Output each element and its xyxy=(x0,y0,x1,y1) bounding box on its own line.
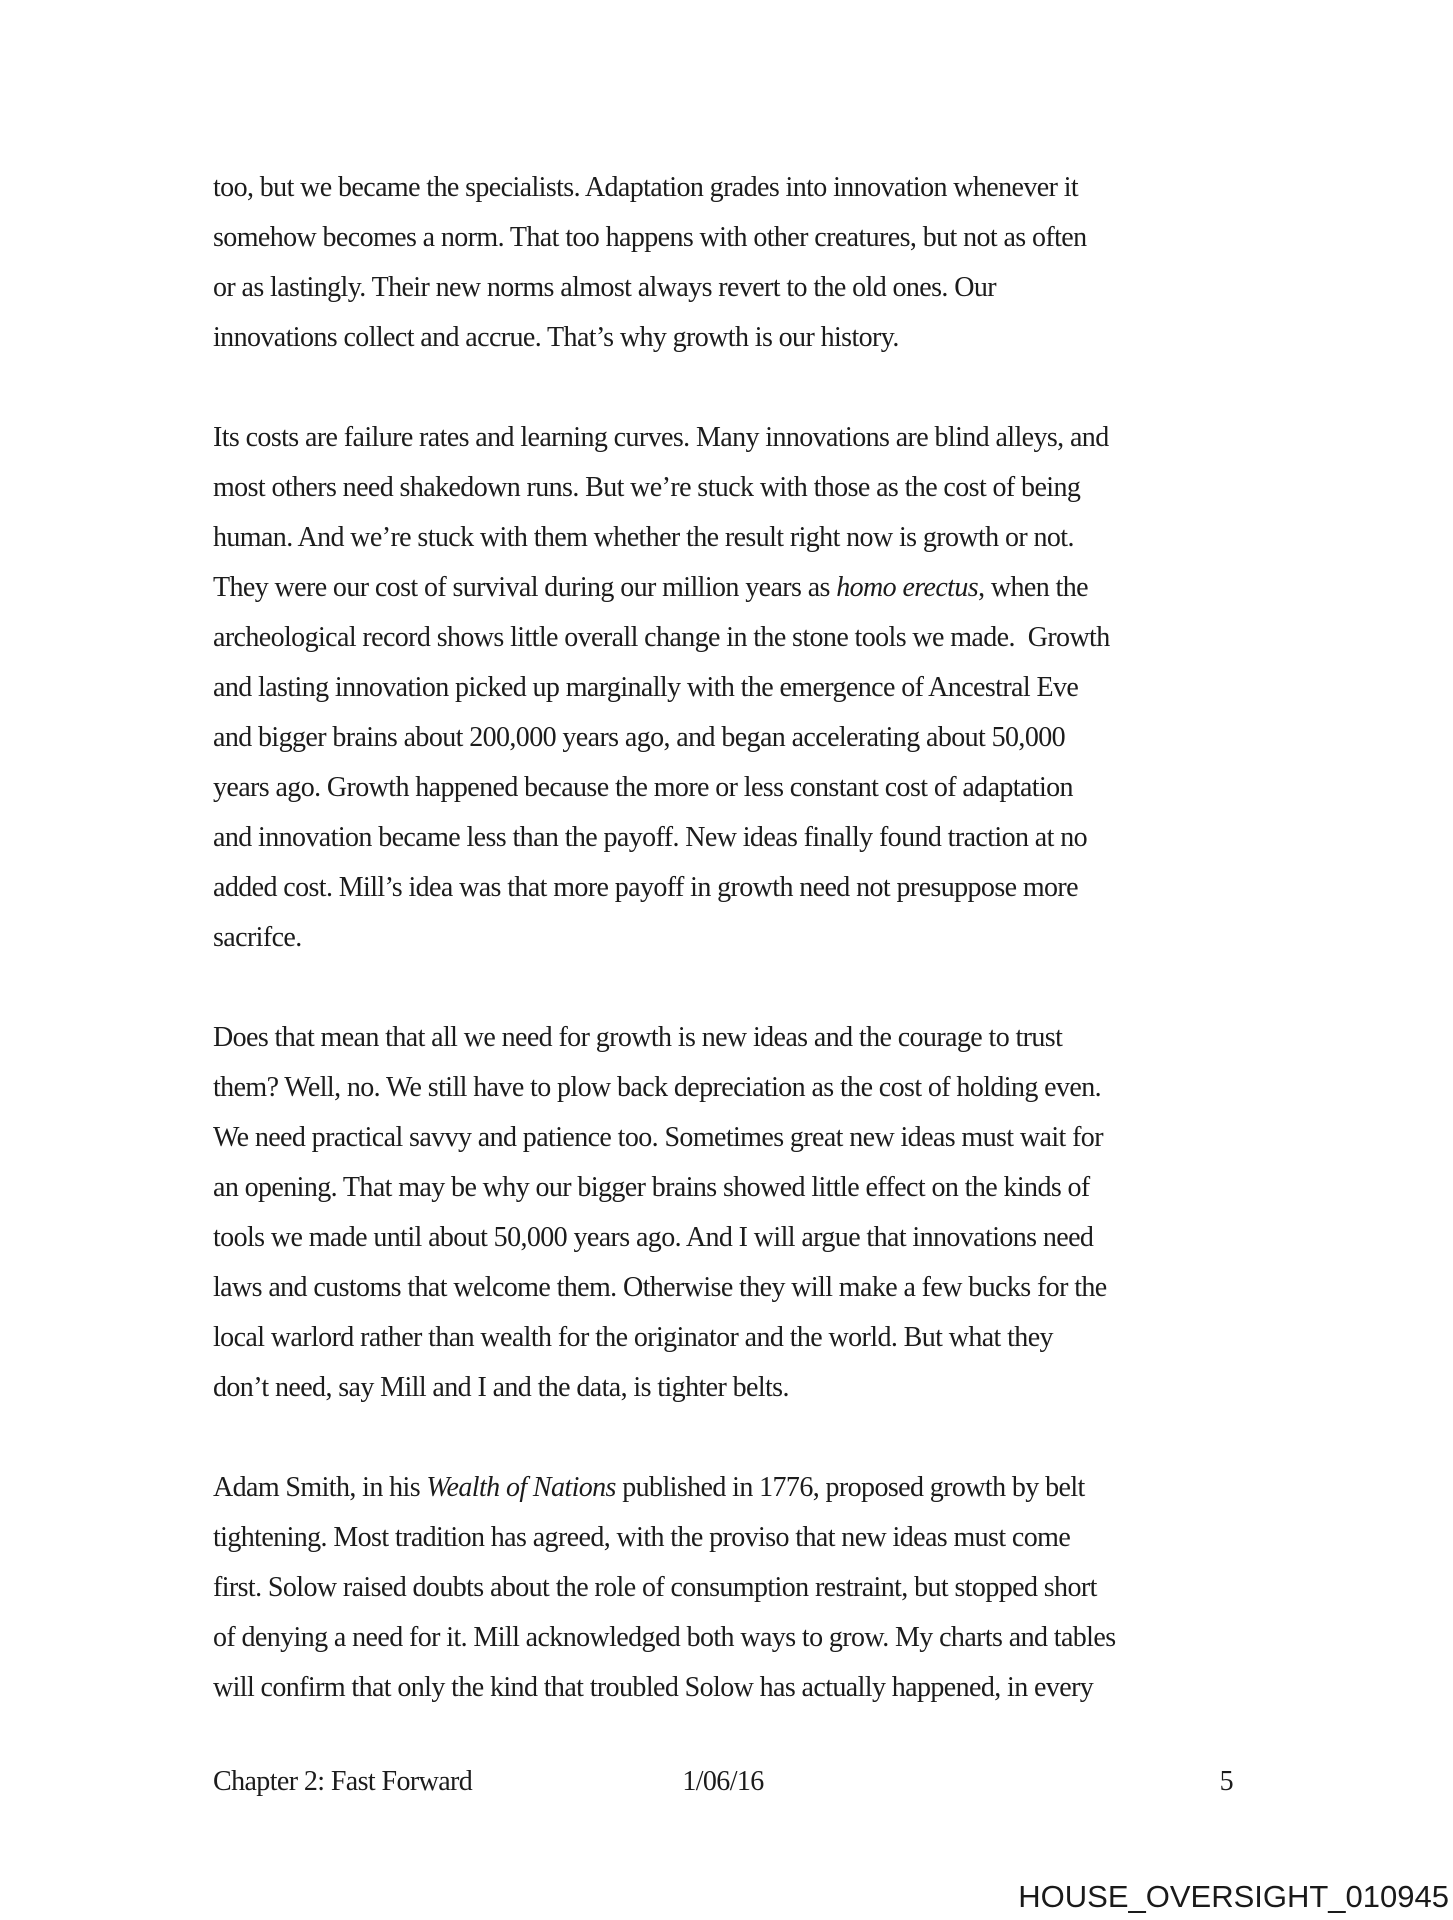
text-segment: them? Well, no. We still have to plow back depreciation as the cost of holding even. xyxy=(213,1072,1102,1103)
text-segment: They were our cost of survival during our million years as xyxy=(213,572,837,603)
text-line xyxy=(213,1513,1243,1563)
text-line xyxy=(213,1113,1243,1163)
text-segment: , when the xyxy=(978,572,1088,603)
text-line xyxy=(213,163,1243,213)
text-line xyxy=(213,1663,1243,1713)
text-line xyxy=(213,463,1243,513)
text-line xyxy=(213,563,1243,613)
text-segment: don’t need, say Mill and I and the data, is tighter belts. xyxy=(213,1372,789,1403)
text-segment: too, but we became the specialists. Adaptation grades into innovation whenever it xyxy=(213,172,1079,203)
text-line xyxy=(213,1463,1243,1513)
italic-text-segment: homo erectus xyxy=(836,572,979,603)
paragraph xyxy=(213,1013,1243,1413)
text-line xyxy=(213,1313,1243,1363)
footer-page-number: 5 xyxy=(1219,1766,1233,1797)
text-line xyxy=(213,313,1243,363)
text-line xyxy=(213,1213,1243,1263)
text-segment: local warlord rather than wealth for the originator and the world. But what they xyxy=(213,1322,1053,1353)
text-line xyxy=(213,1013,1243,1063)
text-segment: or as lastingly. Their new norms almost always revert to the old ones. Our xyxy=(213,272,996,303)
text-line xyxy=(213,713,1243,763)
text-segment: published in 1776, proposed growth by belt xyxy=(615,1472,1085,1503)
text-line xyxy=(213,763,1243,813)
text-segment: Its costs are failure rates and learning curves. Many innovations are blind alleys, and xyxy=(213,422,1109,453)
text-line xyxy=(213,1263,1243,1313)
footer-date: 1/06/16 xyxy=(682,1766,764,1797)
text-segment: laws and customs that welcome them. Otherwise they will make a few bucks for the xyxy=(213,1272,1107,1303)
text-segment: somehow becomes a norm. That too happens with other creatures, but not as often xyxy=(213,222,1087,253)
text-line xyxy=(213,663,1243,713)
text-segment: sacrifce. xyxy=(213,922,302,953)
text-segment: first. Solow raised doubts about the role of consumption restraint, but stopped short xyxy=(213,1572,1097,1603)
text-line xyxy=(213,1163,1243,1213)
text-line xyxy=(213,863,1243,913)
paragraph xyxy=(213,163,1243,363)
text-segment: added cost. Mill’s idea was that more payoff in growth need not presuppose more xyxy=(213,872,1078,903)
text-line xyxy=(213,413,1243,463)
text-line xyxy=(213,913,1243,963)
text-line xyxy=(213,813,1243,863)
text-line xyxy=(213,213,1243,263)
text-segment: Adam Smith, in his xyxy=(213,1472,427,1503)
text-line xyxy=(213,613,1243,663)
footer-chapter-label: Chapter 2: Fast Forward xyxy=(213,1766,473,1797)
text-segment: Does that mean that all we need for growth is new ideas and the courage to trust xyxy=(213,1022,1063,1053)
text-segment: an opening. That may be why our bigger brains showed little effect on the kinds of xyxy=(213,1172,1090,1203)
text-segment: We need practical savvy and patience too. Sometimes great new ideas must wait for xyxy=(213,1122,1103,1153)
text-segment: human. And we’re stuck with them whether the result right now is growth or not. xyxy=(213,522,1074,553)
text-segment: and bigger brains about 200,000 years ago, and began accelerating about 50,000 xyxy=(213,722,1066,753)
text-line xyxy=(213,1613,1243,1663)
document-body xyxy=(213,163,1243,1713)
text-segment: and lasting innovation picked up marginally with the emergence of Ancestral Eve xyxy=(213,672,1079,703)
paragraph xyxy=(213,413,1243,963)
text-segment: of denying a need for it. Mill acknowledged both ways to grow. My charts and tables xyxy=(213,1622,1116,1653)
text-segment: and innovation became less than the payoff. New ideas finally found traction at no xyxy=(213,822,1088,853)
text-segment: years ago. Growth happened because the more or less constant cost of adaptation xyxy=(213,772,1073,803)
text-line xyxy=(213,1363,1243,1413)
bates-stamp: HOUSE_OVERSIGHT_010945 xyxy=(1018,1879,1449,1914)
text-line xyxy=(213,513,1243,563)
text-segment: tightening. Most tradition has agreed, with the proviso that new ideas must come xyxy=(213,1522,1071,1553)
text-segment: tools we made until about 50,000 years ago. And I will argue that innovations need xyxy=(213,1222,1094,1253)
text-segment: archeological record shows little overall change in the stone tools we made. Growth xyxy=(213,622,1110,653)
text-segment: innovations collect and accrue. That’s why growth is our history. xyxy=(213,322,899,353)
paragraph xyxy=(213,1463,1243,1713)
text-line xyxy=(213,1063,1243,1113)
text-line xyxy=(213,263,1243,313)
text-segment: will confirm that only the kind that troubled Solow has actually happened, in every xyxy=(213,1672,1094,1703)
italic-text-segment: Wealth of Nations xyxy=(426,1472,616,1503)
text-line xyxy=(213,1563,1243,1613)
text-segment: most others need shakedown runs. But we’re stuck with those as the cost of being xyxy=(213,472,1081,503)
